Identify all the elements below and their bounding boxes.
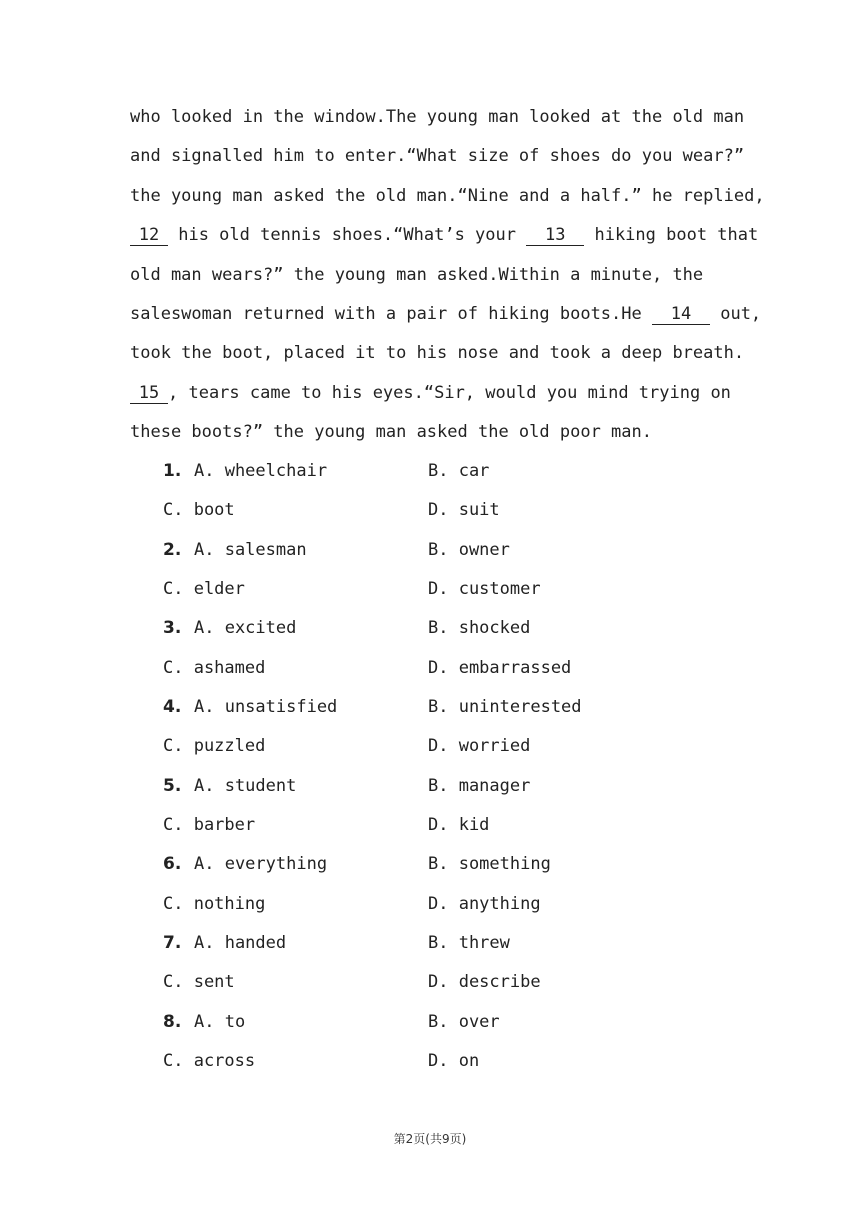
question-number: 8. [163, 1011, 182, 1032]
passage-line [130, 98, 745, 137]
option-d: D. kid [428, 815, 490, 836]
passage-line [130, 216, 759, 255]
question-options-list [163, 452, 723, 1082]
question-number: 1. [163, 461, 182, 481]
option-c: C. boot [163, 500, 235, 521]
question-row [163, 570, 723, 609]
passage-line-text: the young man asked the old man.“Nine and a half.” he replied, [130, 185, 765, 206]
passage-line-text: his old tennis shoes.“What’s your [168, 225, 527, 246]
passage-text [130, 98, 765, 453]
option-d: D. embarrassed [428, 657, 572, 678]
option-d: D. worried [428, 736, 531, 757]
option-a: A. handed [194, 933, 287, 954]
option-b: B. uninterested [428, 697, 582, 718]
question-row [163, 727, 723, 766]
blank-12: 12 [130, 225, 168, 246]
question-row [163, 845, 723, 884]
option-d: D. anything [428, 893, 541, 914]
question-row [163, 491, 723, 530]
passage-line-text: , tears came to his eyes.“Sir, would you mind trying on [168, 382, 731, 403]
question-number: 2. [163, 539, 182, 560]
option-b: B. owner [428, 539, 510, 560]
page-footer: 第2页(共9页) [393, 1132, 467, 1146]
question-row [163, 767, 723, 806]
question-number: 7. [163, 933, 182, 954]
question-row [163, 452, 723, 491]
option-a: A. everything [194, 854, 328, 875]
passage-line [130, 256, 732, 295]
option-c: C. elder [163, 579, 245, 600]
blank-14: 14 [652, 304, 710, 325]
option-d: D. describe [428, 972, 541, 993]
question-number: 3. [163, 618, 182, 639]
option-a: A. excited [194, 618, 297, 639]
option-d: D. suit [428, 500, 500, 521]
option-b: B. car [428, 461, 490, 481]
option-c: C. barber [163, 815, 256, 836]
passage-line-text: took the boot, placed it to his nose and took a deep breath. [130, 343, 745, 364]
option-a: A. unsatisfied [194, 697, 338, 718]
option-b: B. threw [428, 933, 510, 954]
passage-line [130, 137, 745, 176]
passage-line [130, 413, 732, 452]
question-row [163, 531, 723, 570]
option-c: C. sent [163, 972, 235, 993]
passage-line-text: and signalled him to enter.“What size of shoes do you wear?” [130, 146, 745, 167]
option-c: C. across [163, 1051, 256, 1072]
option-c: C. puzzled [163, 736, 266, 757]
question-row [163, 1003, 723, 1042]
passage-line [130, 295, 762, 334]
passage-line-text: out, [709, 303, 762, 324]
passage-line [130, 374, 732, 413]
option-a: A. to [194, 1011, 246, 1032]
question-row [163, 609, 723, 648]
question-row [163, 963, 723, 1002]
option-d: D. customer [428, 579, 541, 600]
passage-line-text: saleswoman returned with a pair of hiking boots.He [130, 303, 652, 324]
option-a: A. salesman [194, 539, 307, 560]
question-number: 6. [163, 854, 182, 875]
blank-13: 13 [526, 225, 584, 246]
question-row [163, 688, 723, 727]
question-row [163, 1042, 723, 1081]
option-b: B. over [428, 1011, 500, 1032]
question-row [163, 924, 723, 963]
question-row [163, 649, 723, 688]
question-row [163, 885, 723, 924]
option-d: D. on [428, 1051, 480, 1072]
option-b: B. manager [428, 775, 531, 796]
option-a: A. wheelchair [194, 461, 328, 481]
question-number: 4. [163, 697, 182, 718]
passage-line-text: old man wears?” the young man asked.Within a minute, the [130, 264, 704, 285]
passage-line [130, 334, 745, 373]
option-b: B. shocked [428, 618, 531, 639]
option-b: B. something [428, 854, 551, 875]
passage-line-text: who looked in the window.The young man looked at the old man [130, 107, 745, 127]
blank-15: 15 [130, 383, 168, 404]
option-c: C. nothing [163, 893, 266, 914]
option-a: A. student [194, 775, 297, 796]
option-c: C. ashamed [163, 657, 266, 678]
passage-line-text: these boots?” the young man asked the old poor man. [130, 422, 652, 443]
question-number: 5. [163, 775, 182, 796]
passage-line-text: hiking boot that [584, 225, 759, 246]
question-row [163, 806, 723, 845]
passage-line [130, 177, 765, 216]
